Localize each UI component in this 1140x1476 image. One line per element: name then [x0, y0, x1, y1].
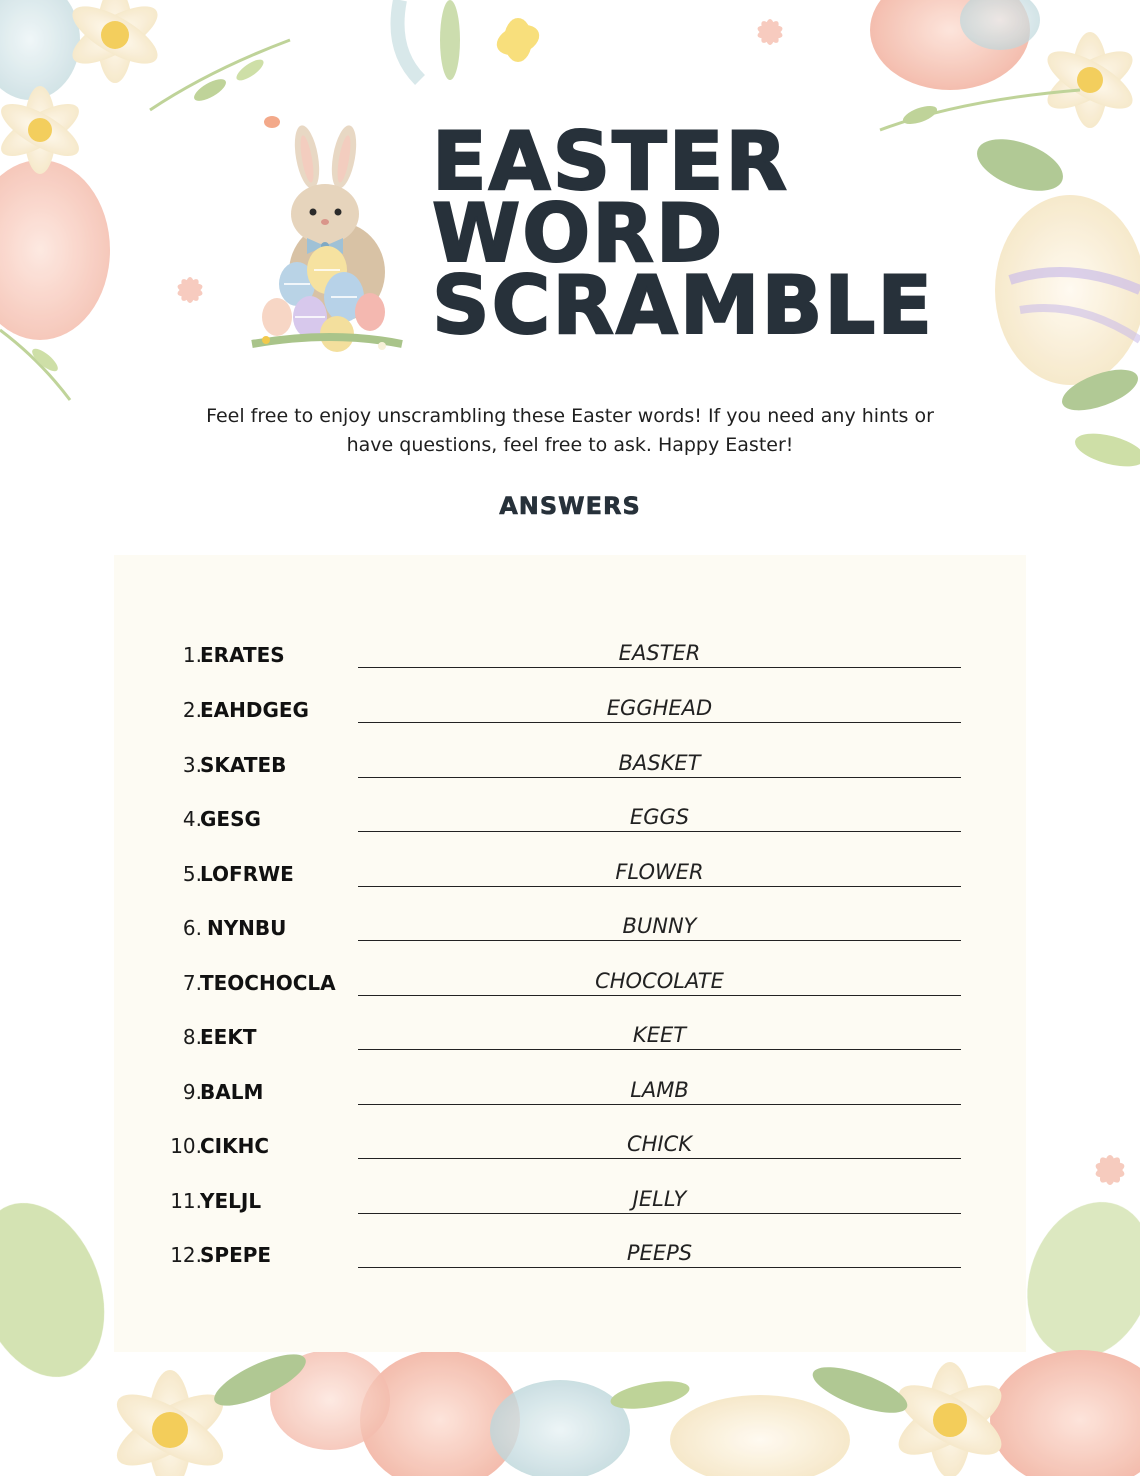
- answer-text: LAMB: [630, 1078, 689, 1102]
- list-item: [114, 635, 1026, 675]
- answers-heading: ANSWERS: [499, 492, 641, 520]
- item-number: 9.: [182, 1080, 202, 1104]
- answer-text: EGGHEAD: [606, 696, 713, 720]
- list-item: [114, 1126, 1026, 1166]
- scrambled-word: BALM: [200, 1080, 264, 1104]
- answer-text: EASTER: [618, 641, 701, 665]
- scrambled-word: EEKT: [200, 1025, 257, 1049]
- title-line-3: SCRAMBLE: [432, 259, 935, 352]
- item-number: 10.: [170, 1134, 202, 1158]
- scrambled-word: GESG: [200, 807, 261, 831]
- item-number: 3.: [182, 753, 202, 777]
- answer-panel: [114, 555, 1026, 1352]
- list-item: [114, 690, 1026, 730]
- list-item: [114, 1017, 1026, 1057]
- scrambled-word: ERATES: [200, 643, 285, 667]
- list-item: [114, 799, 1026, 839]
- intro-line-2: have questions, feel free to ask. Happy Easter!: [346, 434, 794, 456]
- scrambled-word: NYNBU: [200, 916, 287, 940]
- title-line-1: EASTER: [432, 115, 789, 208]
- falling-petal-icon: [264, 116, 280, 128]
- list-item: [114, 1181, 1026, 1221]
- scrambled-word: SPEPE: [200, 1243, 272, 1267]
- title-line-2: WORD: [432, 187, 725, 280]
- scrambled-word: YELJL: [200, 1189, 262, 1213]
- answer-text: JELLY: [632, 1187, 687, 1211]
- answer-text: CHOCOLATE: [595, 969, 724, 993]
- item-number: 7.: [182, 971, 202, 995]
- scrambled-word: TEOCHOCLA: [200, 971, 336, 995]
- item-number: 4.: [182, 807, 202, 831]
- item-number: 11.: [170, 1189, 202, 1213]
- answer-text: PEEPS: [626, 1241, 693, 1265]
- item-number: 12.: [170, 1243, 202, 1267]
- list-item: [114, 908, 1026, 948]
- answer-text: CHICK: [626, 1132, 693, 1156]
- answer-text: FLOWER: [615, 860, 704, 884]
- item-number: 2.: [182, 698, 202, 722]
- scrambled-word: SKATEB: [200, 753, 287, 777]
- item-number: 1.: [182, 643, 202, 667]
- scrambled-word: LOFRWE: [200, 862, 294, 886]
- bunny-with-eggs-illustration: [232, 112, 412, 362]
- scrambled-word: EAHDGEG: [200, 698, 309, 722]
- list-item: [114, 745, 1026, 785]
- answer-text: KEET: [632, 1023, 687, 1047]
- right-middle-flower: [1094, 1154, 1126, 1185]
- answer-text: EGGS: [629, 805, 690, 829]
- list-item: [114, 1235, 1026, 1275]
- intro-line-1: Feel free to enjoy unscrambling these Easter words! If you need any hints or: [206, 405, 934, 427]
- answer-text: BUNNY: [622, 914, 697, 938]
- page-title: [432, 115, 935, 352]
- list-item: [114, 1072, 1026, 1112]
- item-number: 5.: [182, 862, 202, 886]
- list-item: [114, 963, 1026, 1003]
- intro-text: [150, 402, 990, 460]
- list-item: [114, 854, 1026, 894]
- item-number: 6.: [182, 916, 202, 940]
- answer-text: BASKET: [618, 751, 701, 775]
- scrambled-word: CIKHC: [200, 1134, 270, 1158]
- item-number: 8.: [182, 1025, 202, 1049]
